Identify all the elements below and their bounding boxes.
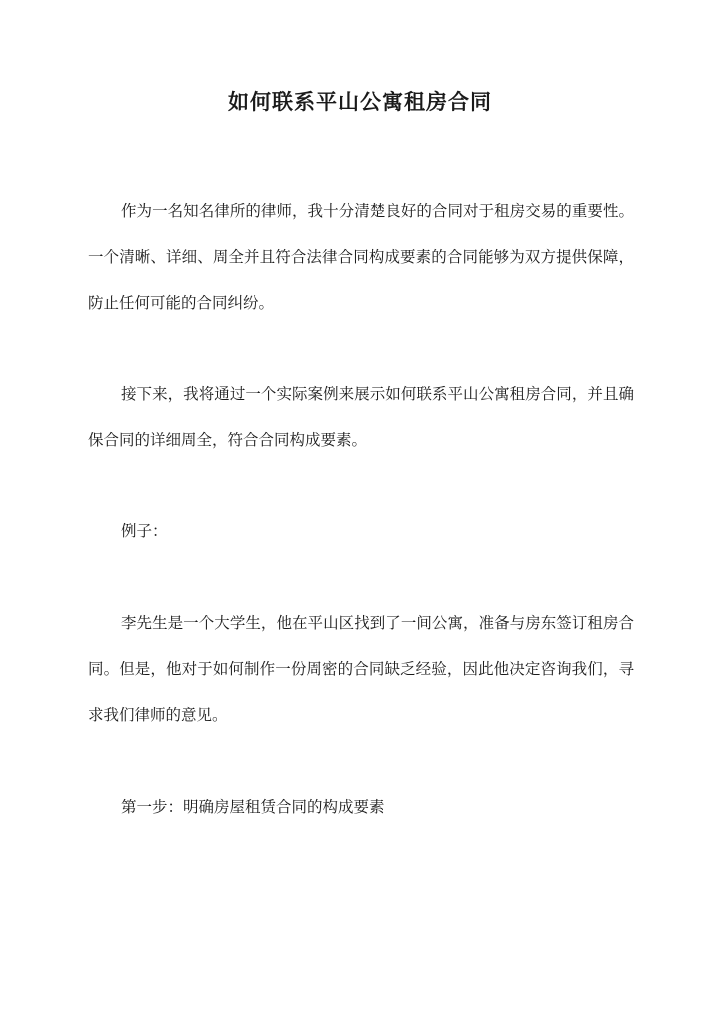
paragraph-case-intro: 接下来，我将通过一个实际案例来展示如何联系平山公寓租房合同，并且确保合同的详细周全，符合合同构成要素。: [88, 385, 634, 449]
document-title: 如何联系平山公寓租房合同: [228, 89, 492, 114]
paragraph-intro: 作为一名知名律所的律师，我十分清楚良好的合同对于租房交易的重要性。一个清晰、详细、周全并且符合法律合同构成要素的合同能够为双方提供保障，防止任何可能的合同纠纷。: [88, 202, 634, 312]
paragraph-step-one: 第一步：明确房屋租赁合同的构成要素: [121, 798, 385, 816]
paragraph-example-heading: 例子：: [121, 522, 168, 540]
paragraph-example-body: 李先生是一个大学生，他在平山区找到了一间公寓，准备与房东签订租房合同。但是，他对于如何制作一份周密的合同缺乏经验，因此他决定咨询我们，寻求我们律师的意见。: [88, 614, 634, 724]
